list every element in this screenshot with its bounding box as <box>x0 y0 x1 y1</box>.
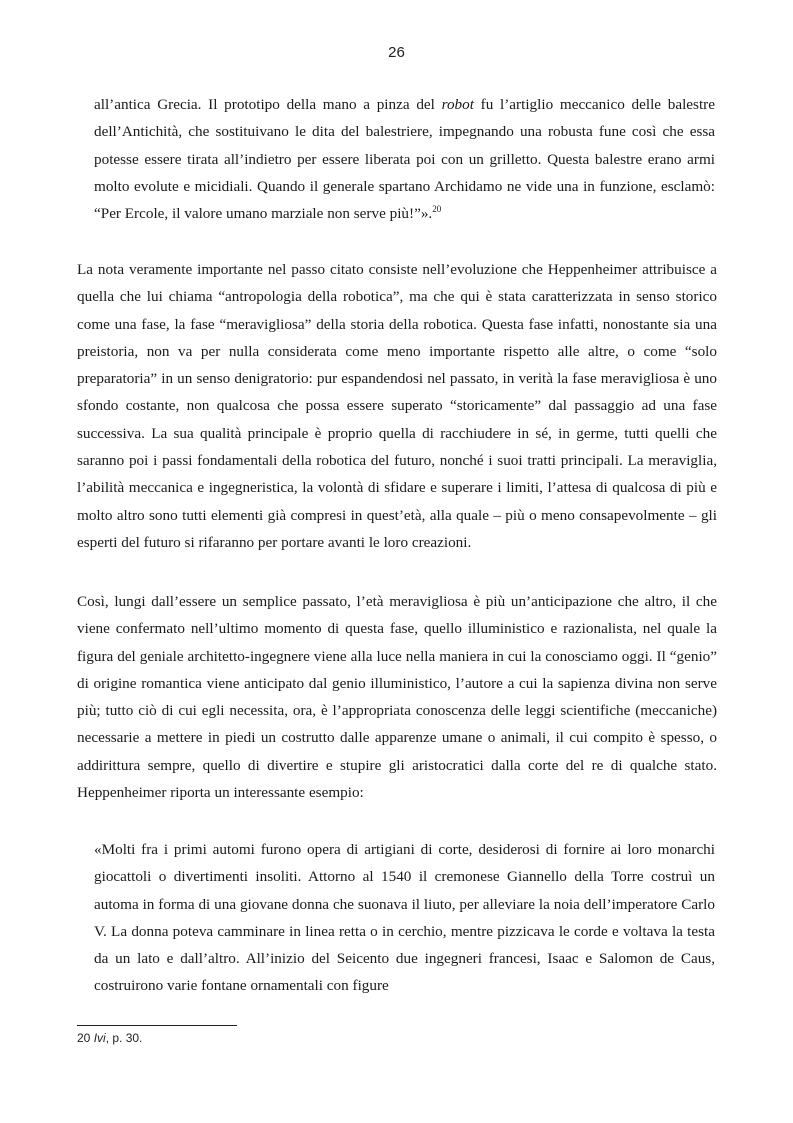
quote1-text-start: all’antica Grecia. Il prototipo della mano a pinza del <box>94 96 442 113</box>
footnote-number: 20 <box>77 1031 91 1045</box>
footnote-reference[interactable]: 20 <box>432 204 442 215</box>
block-quote-2: «Molti fra i primi automi furono opera di artigiani di corte, desiderosi di fornire ai loro monarchi giocattoli o divertimenti insoliti. Attorno al 1540 il cremonese Giannello della Torre costruì un automa in forma di una giovane donna che suonava il liuto, per alleviare la noia dell’imperatore Carlo V. La donna poteva camminare in linea retta o in cerchio, mentre pizzicava le corde e voltava la testa da un lato e dall’altro. All’inizio del Seicento due ingegneri francesi, Isaac e Salomon de Caus, costruirono varie fontane ornamentali con figure <box>94 841 715 995</box>
footnote-page: , p. 30. <box>105 1031 143 1045</box>
body-paragraph-1: La nota veramente importante nel passo citato consiste nell’evoluzione che Heppenheimer attribuisce a quella che lui chiama “antropologia della robotica”, ma che qui è stata caratterizzata in senso storico come una fase, la fase “meravigliosa” della storia della robotica. Questa fase infatti, nonostante sia una preistoria, non va per nulla considerata come meno importante rispetto alle altre, o come “solo preparatoria” in un senso denigratorio: pur espandendosi nel passato, in verità la fase meravigliosa è uno sfondo costante, non qualcosa che possa essere superato “storicamente” dal passaggio ad una fase successiva. La sua qualità principale è proprio quella di racchiudere in sé, in germe, tutti quelli che saranno poi i passi fondamentali della robotica del futuro, nonché i suoi tratti principali. La meraviglia, l’abilità meccanica e ingegneristica, la volontà di sfidare e superare i limiti, l’attesa di qualcosa di più e molto altro sono tutti elementi già compresi in quest’età, alla quale – più o meno consapevolmente – gli esperti del futuro si rifaranno per portare avanti le loro creazioni. <box>77 261 717 551</box>
footnote-separator <box>77 1025 237 1026</box>
block-quote-1 <box>94 91 715 227</box>
footnote-source: Ivi <box>93 1031 106 1045</box>
footnote <box>77 1031 142 1045</box>
quote1-italic-term: robot <box>441 96 474 113</box>
quote1-text-end: fu l’artiglio meccanico delle balestre dell’Antichità, che sostituivano le dita del balestriere, impegnando una robusta fune così che essa potesse essere tirata all’indietro per essere liberata poi con un grilletto. Questa balestre erano armi molto evolute e micidiali. Quando il generale spartano Archidamo ne vide una in funzione, esclamò: “Per Ercole, il valore umano marziale non serve più!”». <box>94 96 715 223</box>
body-paragraph-2: Così, lungi dall’essere un semplice passato, l’età meravigliosa è più un’anticipazione che altro, il che viene confermato nell’ultimo momento di questa fase, quello illuministico e razionalista, nel quale la figura del geniale architetto-ingegnere viene alla luce nella maniera in cui la conosciamo oggi. Il “genio” di origine romantica viene anticipato dal genio illuministico, l’autore a cui la sapienza divina non serve più; tutto ciò di cui egli necessita, ora, è l’appropriata conoscenza delle leggi scientifiche (meccaniche) necessarie a mettere in piedi un costrutto dalle apparenze umane o animali, il cui compito è spesso, o addirittura sempre, quello di divertire e stupire gli aristocratici dalla corte del re di qualche stato. Heppenheimer riporta un interessante esempio: <box>77 593 717 802</box>
page-number: 26 <box>388 44 405 61</box>
